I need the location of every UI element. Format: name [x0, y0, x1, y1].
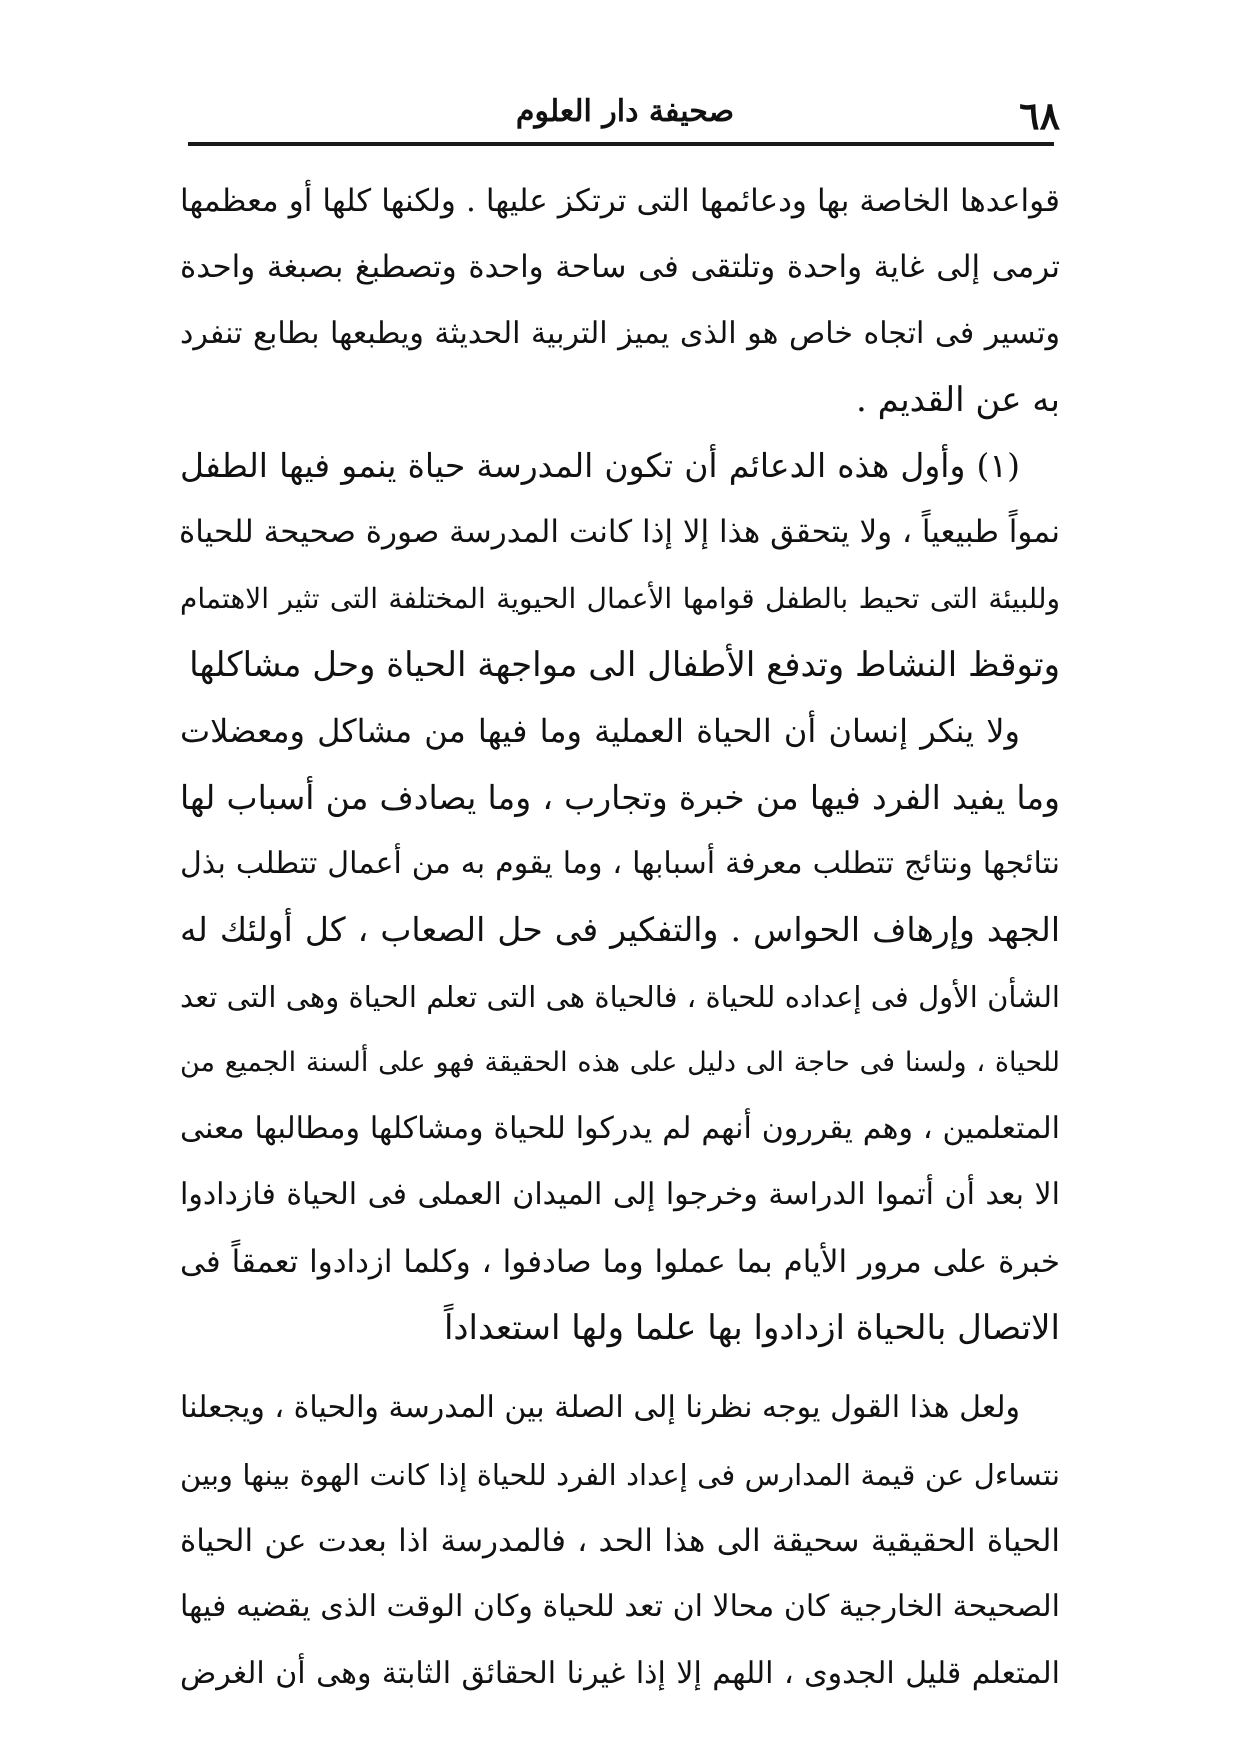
header-rule: [188, 142, 1054, 146]
paragraph-3: [180, 698, 1060, 1361]
paragraph-1: [180, 168, 1060, 433]
text-line: نتائجها ونتائج تتطلب معرفة أسبابها ، وما يقوم به من أعمال تتطلب بذل: [180, 845, 1060, 881]
text-line: الشأن الأول فى إعداده للحياة ، فالحياة هى التى تعلم الحياة وهى التى تعد: [180, 979, 1060, 1014]
text-line: الجهد وإرهاف الحواس . والتفكير فى حل الصعاب ، كل أولئك له: [180, 910, 1060, 950]
text-line: ترمى إلى غاية واحدة وتلتقى فى ساحة واحدة وتصطبغ بصبغة واحدة: [180, 249, 1060, 286]
paragraph-2: [180, 433, 1060, 698]
text-line: المتعلمين ، وهم يقررون أنهم لم يدركوا للحياة ومشاكلها ومطالبها معنى: [180, 1111, 1060, 1147]
text-line: الاتصال بالحياة ازدادوا بها علما ولها استعداداً: [443, 1308, 1060, 1349]
text-line: وتوقظ النشاط وتدفع الأطفال الى مواجهة الحياة وحل مشاكلها: [189, 645, 1060, 686]
text-line: وما يفيد الفرد فيها من خبرة وتجارب ، وما يصادف من أسباب لها: [180, 777, 1060, 817]
text-line: الصحيحة الخارجية كان محالا ان تعد للحياة وكان الوقت الذى يقضيه فيها: [180, 1589, 1060, 1625]
page-number: ٦٨: [1019, 93, 1060, 138]
text-line: وتسير فى اتجاه خاص هو الذى يميز التربية الحديثة ويطبعها بطابع تنفرد: [180, 315, 1060, 351]
text-line: الا بعد أن أتموا الدراسة وخرجوا إلى الميدان العملى فى الحياة فازدادوا: [180, 1177, 1060, 1213]
body-text: [180, 168, 1060, 1707]
text-line: ولا ينكر إنسان أن الحياة العملية وما فيها من مشاكل ومعضلات: [180, 712, 1021, 751]
page-header: [190, 78, 1060, 138]
text-line: الحياة الحقيقية سحيقة الى هذا الحد ، فالمدرسة اذا بعدت عن الحياة: [180, 1522, 1060, 1559]
text-line: به عن القديم .: [855, 379, 1060, 420]
text-line: نمواً طبيعياً ، ولا يتحقق هذا إلا إذا كانت المدرسة صورة صحيحة للحياة: [178, 514, 1060, 551]
text-line: وللبيئة التى تحيط بالطفل قوامها الأعمال الحيوية المختلفة التى تثير الاهتمام: [180, 581, 1060, 615]
text-line: قواعدها الخاصة بها ودعائمها التى ترتكز عليها . ولكنها كلها أو معظمها: [180, 183, 1060, 219]
text-line: خبرة على مرور الأيام بما عملوا وما صادفوا ، وكلما ازدادوا تعمقاً فى: [180, 1243, 1060, 1280]
text-line: المتعلم قليل الجدوى ، اللهم إلا إذا غيرنا الحقائق الثابتة وهى أن الغرض: [180, 1655, 1060, 1691]
text-line: للحياة ، ولسنا فى حاجة الى دليل على هذه الحقيقة فهو على ألسنة الجميع من: [180, 1046, 1060, 1078]
running-title: صحيفة دار العلوم: [515, 94, 735, 129]
paragraph-4: [180, 1375, 1060, 1706]
text-line: نتساءل عن قيمة المدارس فى إعداد الفرد للحياة إذا كانت الهوة بينها وبين: [180, 1457, 1060, 1492]
text-line: ولعل هذا القول يوجه نظرنا إلى الصلة بين المدرسة والحياة ، ويجعلنا: [180, 1390, 1020, 1426]
text-line: (١) وأول هذه الدعائم أن تكون المدرسة حياة ينمو فيها الطفل: [180, 446, 1020, 486]
